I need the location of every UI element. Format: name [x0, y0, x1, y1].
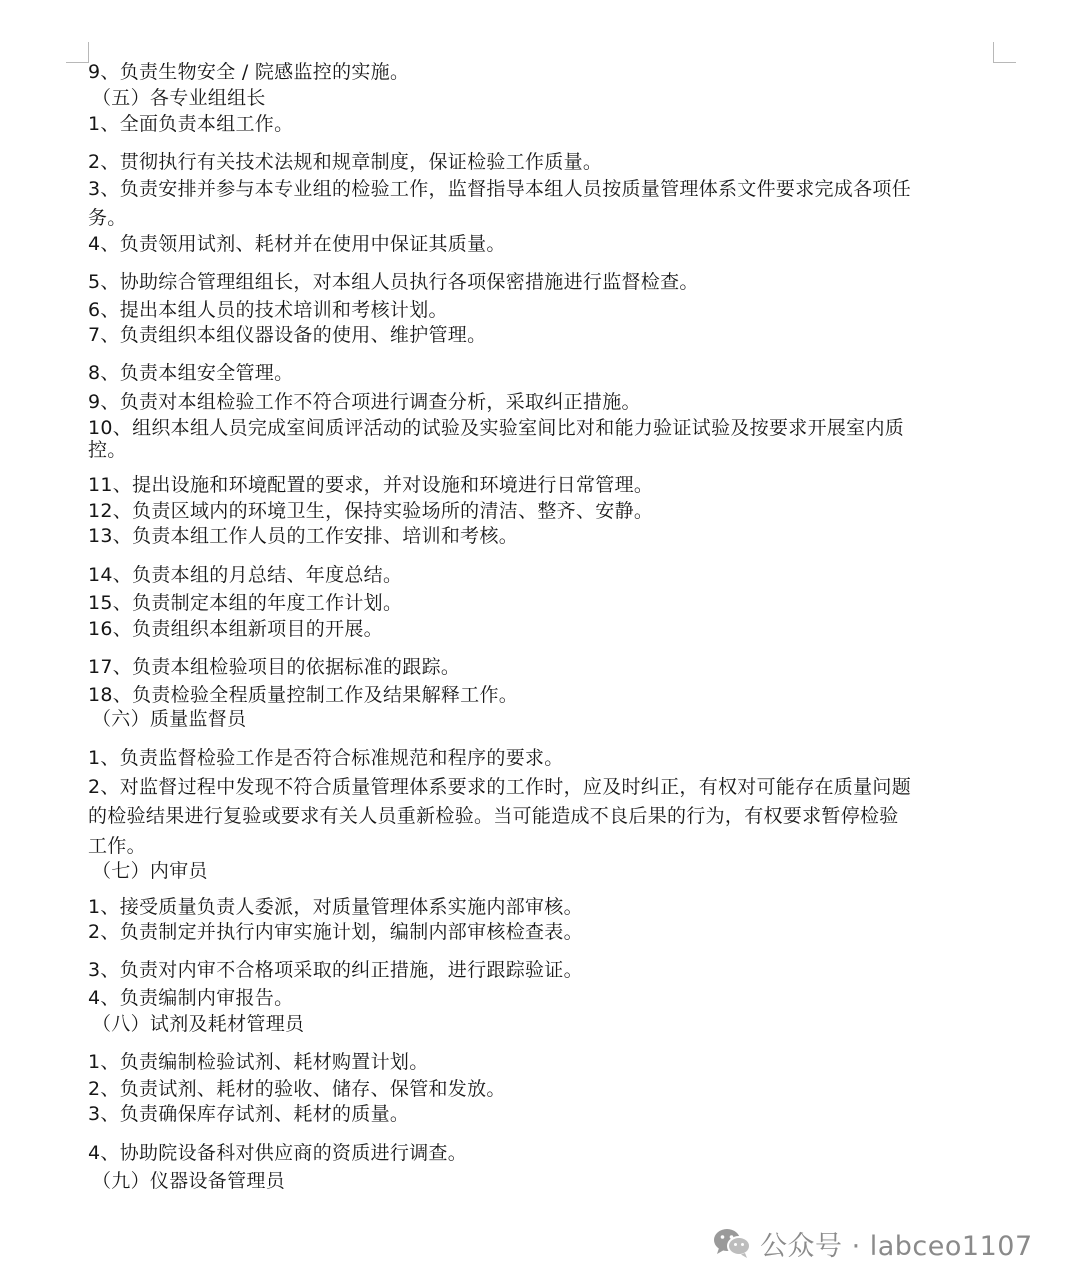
list-item-text: 4、协助院设备科对供应商的资质进行调查。 [88, 1142, 468, 1164]
list-item-text: 工作。 [88, 835, 146, 857]
list-item-text: 1、接受质量负责人委派，对质量管理体系实施内部审核。 [88, 896, 583, 918]
list-item-text: 7、负责组织本组仪器设备的使用、维护管理。 [88, 324, 487, 346]
section-heading: （七）内审员 [92, 860, 208, 882]
list-item-text: 2、负责制定并执行内审实施计划，编制内部审核检查表。 [88, 921, 583, 943]
crop-mark-top-left-horizontal [66, 62, 89, 63]
list-item-text: 3、负责安排并参与本专业组的检验工作，监督指导本组人员按质量管理体系文件要求完成各项任 [88, 178, 911, 200]
list-item-text: 13、负责本组工作人员的工作安排、培训和考核。 [88, 525, 519, 547]
list-item-text: 10、组织本组人员完成室间质评活动的试验及实验室间比对和能力验证试验及按要求开展室内质 [88, 417, 905, 439]
list-item-text: 11、提出设施和环境配置的要求，并对设施和环境进行日常管理。 [88, 474, 654, 496]
list-item-text: 务。 [88, 207, 127, 229]
list-item-text: 1、负责编制检验试剂、耗材购置计划。 [88, 1051, 429, 1073]
list-item-text: 1、全面负责本组工作。 [88, 113, 294, 135]
list-item-text: 5、协助综合管理组组长，对本组人员执行各项保密措施进行监督检查。 [88, 271, 699, 293]
watermark [712, 1226, 1033, 1260]
section-heading: （九）仪器设备管理员 [92, 1170, 286, 1192]
list-item-text: 17、负责本组检验项目的依据标准的跟踪。 [88, 656, 461, 678]
list-item-text: 8、负责本组安全管理。 [88, 362, 294, 384]
list-item-text: 9、负责对本组检验工作不符合项进行调查分析，采取纠正措施。 [88, 391, 641, 413]
list-item-text: 9、负责生物安全 / 院感监控的实施。 [88, 61, 410, 83]
section-heading: （六）质量监督员 [92, 708, 247, 730]
list-item-text: 2、贯彻执行有关技术法规和规章制度，保证检验工作质量。 [88, 151, 603, 173]
list-item-text: 16、负责组织本组新项目的开展。 [88, 618, 383, 640]
list-item-text: 的检验结果进行复验或要求有关人员重新检验。当可能造成不良后果的行为，有权要求暂停检验 [88, 805, 899, 827]
list-item-text: 3、负责确保库存试剂、耗材的质量。 [88, 1103, 410, 1125]
list-item-text: 2、负责试剂、耗材的验收、储存、保管和发放。 [88, 1078, 506, 1100]
list-item-text: 3、负责对内审不合格项采取的纠正措施，进行跟踪验证。 [88, 959, 583, 981]
list-item-text: 18、负责检验全程质量控制工作及结果解释工作。 [88, 684, 519, 706]
list-item-text: 控。 [88, 439, 127, 461]
section-heading: （五）各专业组组长 [92, 87, 266, 109]
list-item-text: 6、提出本组人员的技术培训和考核计划。 [88, 299, 448, 321]
list-item-text: 15、负责制定本组的年度工作计划。 [88, 592, 403, 614]
list-item-text: 14、负责本组的月总结、年度总结。 [88, 564, 403, 586]
list-item-text: 4、负责领用试剂、耗材并在使用中保证其质量。 [88, 233, 506, 255]
list-item-text: 12、负责区域内的环境卫生，保持实验场所的清洁、整齐、安静。 [88, 500, 654, 522]
list-item-text: 2、对监督过程中发现不符合质量管理体系要求的工作时，应及时纠正，有权对可能存在质量问题 [88, 776, 911, 798]
section-heading: （八）试剂及耗材管理员 [92, 1013, 305, 1035]
wechat-icon [712, 1227, 752, 1259]
list-item-text: 1、负责监督检验工作是否符合标准规范和程序的要求。 [88, 747, 564, 769]
list-item-text: 4、负责编制内审报告。 [88, 987, 294, 1009]
watermark-text: 公众号 · labceo1107 [760, 1230, 1033, 1262]
